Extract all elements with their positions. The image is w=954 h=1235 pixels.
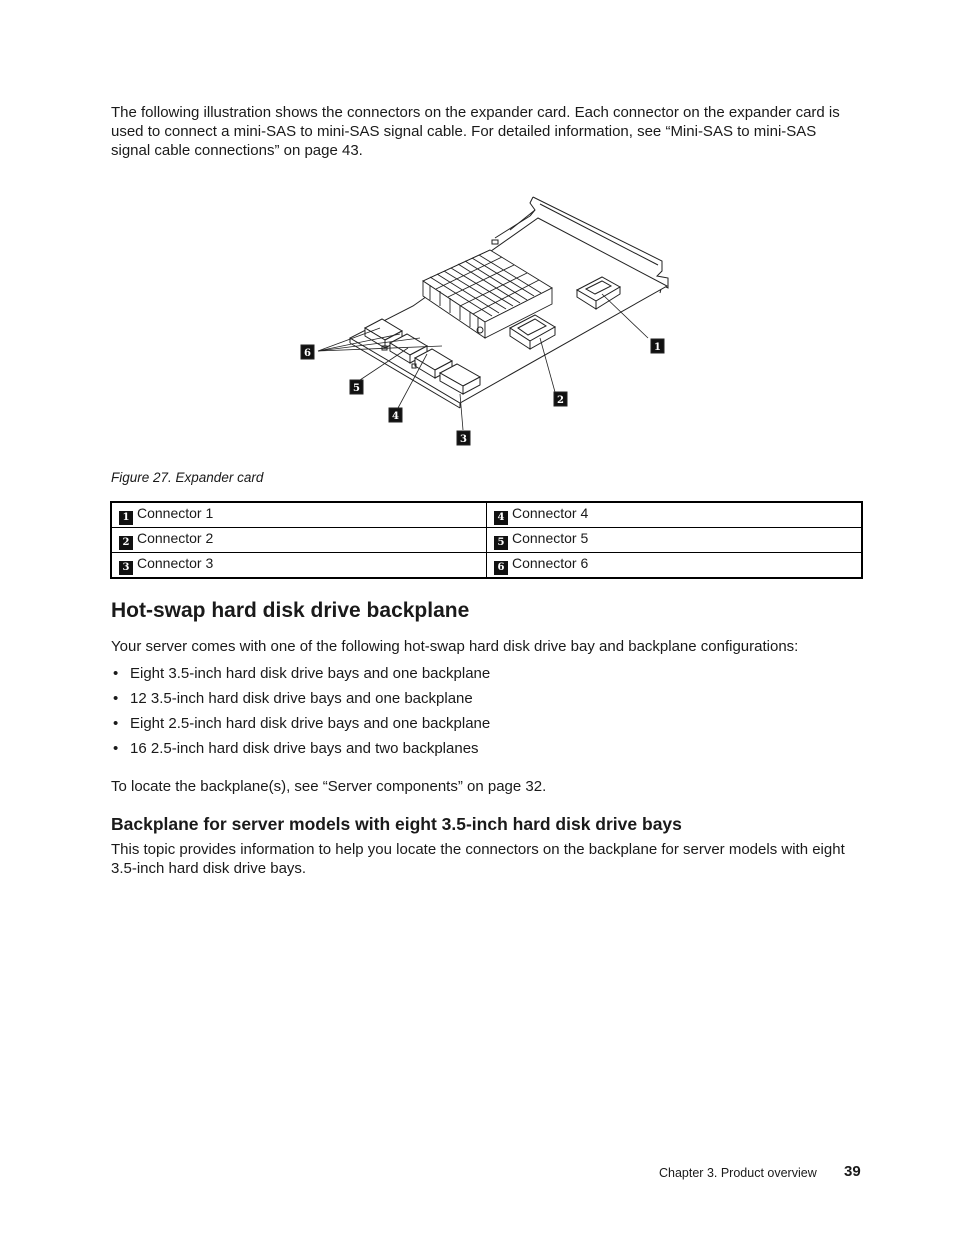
legend-cell bbox=[111, 502, 487, 528]
subsection-intro-paragraph: This topic provides information to help you locate the connectors on the backplane for server models with eight 3.5-inch hard disk drive bays. bbox=[111, 841, 845, 877]
table-row bbox=[111, 502, 862, 528]
configuration-list bbox=[111, 664, 490, 764]
legend-cell bbox=[487, 553, 863, 579]
callout-6 bbox=[301, 345, 314, 359]
svg-text:3: 3 bbox=[460, 434, 467, 445]
subsection-heading: Backplane for server models with eight 3.5-inch hard disk drive bays bbox=[111, 814, 682, 834]
callout-badge: 2 bbox=[119, 536, 133, 550]
callout-5 bbox=[350, 380, 363, 394]
legend-cell bbox=[487, 528, 863, 553]
table-row bbox=[111, 553, 862, 579]
callout-3 bbox=[457, 431, 470, 445]
figure-caption: Figure 27. Expander card bbox=[111, 470, 264, 485]
legend-label: Connector 5 bbox=[512, 530, 589, 546]
callout-1 bbox=[651, 339, 664, 353]
callout-badge: 6 bbox=[494, 561, 508, 575]
legend-label: Connector 4 bbox=[512, 505, 589, 521]
expander-card-illustration bbox=[290, 188, 690, 450]
table-row bbox=[111, 528, 862, 553]
legend-cell bbox=[111, 528, 487, 553]
svg-text:1: 1 bbox=[654, 342, 661, 353]
legend-cell bbox=[487, 502, 863, 528]
svg-text:4: 4 bbox=[392, 411, 399, 422]
callout-badge: 4 bbox=[494, 511, 508, 525]
legend-label: Connector 1 bbox=[137, 505, 214, 521]
svg-text:2: 2 bbox=[557, 395, 564, 406]
intro-paragraph: The following illustration shows the connectors on the expander card. Each connector on the expander card is used to connect a mini-SAS to mini-SAS signal cable. For detailed information, see “Mini-SAS to mini-SAS signal cable connections” on page 43. bbox=[111, 104, 840, 159]
callout-badge: 3 bbox=[119, 561, 133, 575]
callout-badge: 5 bbox=[494, 536, 508, 550]
callout-2 bbox=[554, 392, 567, 406]
list-item: • Eight 2.5-inch hard disk drive bays and one backplane bbox=[111, 714, 490, 739]
page-number: 39 bbox=[844, 1163, 861, 1180]
svg-text:6: 6 bbox=[304, 348, 311, 359]
callout-4 bbox=[389, 408, 402, 422]
list-item: • Eight 3.5-inch hard disk drive bays and one backplane bbox=[111, 664, 490, 689]
connector-legend-table bbox=[110, 501, 863, 579]
legend-label: Connector 3 bbox=[137, 555, 214, 571]
locate-paragraph: To locate the backplane(s), see “Server components” on page 32. bbox=[111, 778, 547, 795]
footer-chapter: Chapter 3. Product overview bbox=[659, 1166, 817, 1180]
list-item: • 16 2.5-inch hard disk drive bays and two backplanes bbox=[111, 739, 490, 764]
svg-text:5: 5 bbox=[353, 383, 360, 394]
legend-label: Connector 6 bbox=[512, 555, 589, 571]
list-item: • 12 3.5-inch hard disk drive bays and one backplane bbox=[111, 689, 490, 714]
section-intro-paragraph: Your server comes with one of the following hot-swap hard disk drive bay and backplane configurations: bbox=[111, 638, 799, 655]
section-heading: Hot-swap hard disk drive backplane bbox=[111, 599, 470, 622]
callout-badge: 1 bbox=[119, 511, 133, 525]
legend-label: Connector 2 bbox=[137, 530, 214, 546]
legend-cell bbox=[111, 553, 487, 579]
